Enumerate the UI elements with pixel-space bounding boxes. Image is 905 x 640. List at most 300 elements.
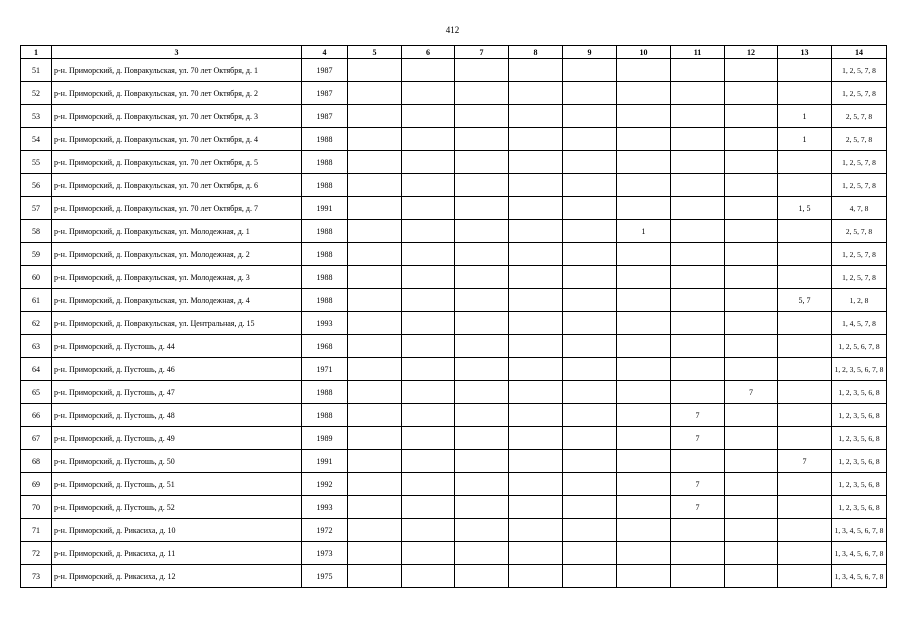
table-cell [617, 151, 671, 174]
table-cell [455, 542, 509, 565]
address-cell: р-н. Приморский, д. Рикасиха, д. 12 [52, 565, 302, 588]
table-cell [778, 565, 832, 588]
table-cell: 1987 [302, 82, 348, 105]
column-header: 5 [348, 46, 402, 59]
table-cell [725, 404, 778, 427]
table-cell [455, 427, 509, 450]
row-number-cell: 58 [21, 220, 52, 243]
table-row [21, 128, 887, 151]
table-cell [509, 519, 563, 542]
table-cell [778, 381, 832, 404]
address-cell: р-н. Приморский, д. Пустошь, д. 44 [52, 335, 302, 358]
row-number-cell: 63 [21, 335, 52, 358]
table-cell [402, 312, 455, 335]
table-cell [617, 450, 671, 473]
table-cell [455, 450, 509, 473]
table-cell [617, 565, 671, 588]
table-cell: 1988 [302, 128, 348, 151]
table-cell: 1, 2, 3, 5, 6, 8 [832, 450, 887, 473]
table-cell [671, 450, 725, 473]
table-cell [725, 266, 778, 289]
table-row [21, 496, 887, 519]
row-number-cell: 68 [21, 450, 52, 473]
table-cell [725, 59, 778, 82]
table-cell: 1988 [302, 266, 348, 289]
column-header: 1 [21, 46, 52, 59]
table-cell [348, 220, 402, 243]
address-cell: р-н. Приморский, д. Пустошь, д. 50 [52, 450, 302, 473]
table-cell [509, 59, 563, 82]
table-cell: 1988 [302, 289, 348, 312]
table-cell [348, 105, 402, 128]
table-cell [617, 473, 671, 496]
table-row [21, 542, 887, 565]
table-cell [617, 82, 671, 105]
table-cell [617, 542, 671, 565]
table-cell [617, 358, 671, 381]
table-cell [509, 266, 563, 289]
table-cell [455, 128, 509, 151]
table-cell [778, 266, 832, 289]
table-row [21, 358, 887, 381]
table-row [21, 289, 887, 312]
table-cell: 7 [671, 427, 725, 450]
table-cell [402, 82, 455, 105]
table-cell [725, 542, 778, 565]
table-cell [348, 381, 402, 404]
table-cell [455, 496, 509, 519]
table-cell: 1 [778, 128, 832, 151]
table-cell [563, 128, 617, 151]
column-header: 10 [617, 46, 671, 59]
table-cell [725, 289, 778, 312]
table-cell: 1, 2, 3, 5, 6, 8 [832, 496, 887, 519]
table-cell [509, 151, 563, 174]
table-cell [617, 59, 671, 82]
table-cell [455, 565, 509, 588]
table-cell: 1988 [302, 174, 348, 197]
table-cell [455, 335, 509, 358]
table-cell: 1975 [302, 565, 348, 588]
table-cell: 2, 5, 7, 8 [832, 220, 887, 243]
row-number-cell: 67 [21, 427, 52, 450]
table-cell: 1, 2, 5, 7, 8 [832, 174, 887, 197]
table-cell: 1, 2, 5, 7, 8 [832, 243, 887, 266]
table-cell [509, 358, 563, 381]
table-row [21, 59, 887, 82]
table-cell [348, 565, 402, 588]
row-number-cell: 60 [21, 266, 52, 289]
table-cell [348, 266, 402, 289]
table-cell [402, 427, 455, 450]
table-cell: 1968 [302, 335, 348, 358]
table-cell [563, 519, 617, 542]
table-cell [455, 289, 509, 312]
table-cell [509, 565, 563, 588]
table-row [21, 404, 887, 427]
table-cell [671, 519, 725, 542]
address-cell: р-н. Приморский, д. Повракульская, ул. 70 лет Октября, д. 1 [52, 59, 302, 82]
row-number-cell: 55 [21, 151, 52, 174]
table-cell [402, 266, 455, 289]
table-cell [402, 565, 455, 588]
table-cell [617, 105, 671, 128]
table-cell [402, 404, 455, 427]
table-cell: 1, 3, 4, 5, 6, 7, 8 [832, 565, 887, 588]
table-cell: 1, 3, 4, 5, 6, 7, 8 [832, 542, 887, 565]
table-cell [563, 404, 617, 427]
column-header: 7 [455, 46, 509, 59]
table-cell [509, 427, 563, 450]
table-cell [402, 128, 455, 151]
table-cell [455, 151, 509, 174]
table-cell [778, 496, 832, 519]
table-cell: 1, 2, 8 [832, 289, 887, 312]
table-cell [671, 243, 725, 266]
table-cell: 1972 [302, 519, 348, 542]
row-number-cell: 57 [21, 197, 52, 220]
table-cell: 5, 7 [778, 289, 832, 312]
row-number-cell: 54 [21, 128, 52, 151]
table-cell: 1971 [302, 358, 348, 381]
table-cell [671, 128, 725, 151]
table-cell: 2, 5, 7, 8 [832, 105, 887, 128]
table-cell: 1988 [302, 381, 348, 404]
table-cell [563, 565, 617, 588]
table-cell [402, 289, 455, 312]
table-cell [455, 266, 509, 289]
table-cell: 1, 2, 5, 7, 8 [832, 266, 887, 289]
table-cell: 1988 [302, 404, 348, 427]
table-cell: 1, 2, 3, 5, 6, 8 [832, 473, 887, 496]
table-cell [455, 243, 509, 266]
table-cell: 1, 2, 3, 5, 6, 8 [832, 381, 887, 404]
table-cell: 1 [778, 105, 832, 128]
table-cell: 1, 2, 3, 5, 6, 7, 8 [832, 358, 887, 381]
table-cell [725, 312, 778, 335]
table-cell [671, 312, 725, 335]
address-cell: р-н. Приморский, д. Повракульская, ул. Молодежная, д. 2 [52, 243, 302, 266]
table-cell [348, 335, 402, 358]
table-row [21, 335, 887, 358]
table-cell [402, 220, 455, 243]
table-cell [671, 197, 725, 220]
table-cell [778, 473, 832, 496]
table-cell [348, 59, 402, 82]
table-cell [725, 197, 778, 220]
row-number-cell: 72 [21, 542, 52, 565]
table-cell [563, 450, 617, 473]
column-header: 6 [402, 46, 455, 59]
table-cell [455, 473, 509, 496]
address-cell: р-н. Приморский, д. Пустошь, д. 48 [52, 404, 302, 427]
table-cell [563, 381, 617, 404]
row-number-cell: 66 [21, 404, 52, 427]
table-row [21, 427, 887, 450]
table-cell [725, 128, 778, 151]
table-cell [348, 519, 402, 542]
row-number-cell: 71 [21, 519, 52, 542]
page-number: 412 [445, 25, 460, 35]
table-cell [671, 335, 725, 358]
row-number-cell: 69 [21, 473, 52, 496]
table-cell [348, 197, 402, 220]
table-cell [348, 450, 402, 473]
table-cell [778, 82, 832, 105]
table-cell [509, 289, 563, 312]
table-cell [725, 519, 778, 542]
document-table [20, 45, 887, 588]
address-cell: р-н. Приморский, д. Повракульская, ул. Центральная, д. 15 [52, 312, 302, 335]
address-cell: р-н. Приморский, д. Рикасиха, д. 11 [52, 542, 302, 565]
table-row [21, 197, 887, 220]
table-cell [563, 151, 617, 174]
table-cell: 1991 [302, 197, 348, 220]
table-cell: 1, 4, 5, 7, 8 [832, 312, 887, 335]
table-cell [402, 335, 455, 358]
table-row [21, 450, 887, 473]
row-number-cell: 65 [21, 381, 52, 404]
address-cell: р-н. Приморский, д. Повракульская, ул. Молодежная, д. 1 [52, 220, 302, 243]
table-cell: 1, 2, 5, 7, 8 [832, 59, 887, 82]
table-cell: 1, 2, 3, 5, 6, 8 [832, 404, 887, 427]
table-cell [725, 473, 778, 496]
table-cell [563, 473, 617, 496]
table-cell [725, 450, 778, 473]
table-cell: 1993 [302, 496, 348, 519]
table-cell [617, 197, 671, 220]
table-cell [778, 174, 832, 197]
table-cell [563, 197, 617, 220]
table-cell [402, 197, 455, 220]
table-cell [455, 519, 509, 542]
column-header: 11 [671, 46, 725, 59]
table-cell [563, 358, 617, 381]
table-cell [725, 427, 778, 450]
table-cell [778, 220, 832, 243]
table-cell [348, 542, 402, 565]
table-cell [509, 473, 563, 496]
table-cell [348, 358, 402, 381]
table-cell [563, 266, 617, 289]
row-number-cell: 52 [21, 82, 52, 105]
table-cell [671, 105, 725, 128]
table-cell [671, 289, 725, 312]
column-header: 3 [52, 46, 302, 59]
table-cell [563, 335, 617, 358]
table-cell: 7 [725, 381, 778, 404]
table-cell [778, 335, 832, 358]
table-cell [671, 82, 725, 105]
table-cell: 1, 2, 5, 7, 8 [832, 151, 887, 174]
table-cell [563, 427, 617, 450]
column-header: 9 [563, 46, 617, 59]
table-cell [563, 243, 617, 266]
table-cell: 1, 2, 5, 6, 7, 8 [832, 335, 887, 358]
table-cell: 1, 3, 4, 5, 6, 7, 8 [832, 519, 887, 542]
table-cell [617, 381, 671, 404]
table-cell [563, 59, 617, 82]
table-cell [563, 220, 617, 243]
table-cell [402, 496, 455, 519]
table-cell [509, 220, 563, 243]
table-cell [402, 358, 455, 381]
table-cell [563, 312, 617, 335]
column-header: 8 [509, 46, 563, 59]
table-cell [617, 128, 671, 151]
table-cell [402, 151, 455, 174]
table-cell [509, 312, 563, 335]
table-cell [725, 220, 778, 243]
address-cell: р-н. Приморский, д. Пустошь, д. 46 [52, 358, 302, 381]
column-header: 4 [302, 46, 348, 59]
table-cell [402, 542, 455, 565]
table-row [21, 473, 887, 496]
table-cell: 1 [617, 220, 671, 243]
table-cell: 1991 [302, 450, 348, 473]
table-cell [509, 542, 563, 565]
address-cell: р-н. Приморский, д. Повракульская, ул. 70 лет Октября, д. 2 [52, 82, 302, 105]
table-cell: 1987 [302, 105, 348, 128]
row-number-cell: 64 [21, 358, 52, 381]
column-header: 14 [832, 46, 887, 59]
table-cell [348, 496, 402, 519]
table-cell [348, 312, 402, 335]
table-cell [509, 381, 563, 404]
table-body [21, 59, 887, 588]
address-cell: р-н. Приморский, д. Повракульская, ул. 70 лет Октября, д. 6 [52, 174, 302, 197]
table-cell [402, 519, 455, 542]
table-cell [725, 243, 778, 266]
address-cell: р-н. Приморский, д. Повракульская, ул. Молодежная, д. 3 [52, 266, 302, 289]
address-cell: р-н. Приморский, д. Повракульская, ул. 70 лет Октября, д. 4 [52, 128, 302, 151]
table-cell [725, 565, 778, 588]
table-cell [348, 289, 402, 312]
table-cell [617, 289, 671, 312]
row-number-cell: 56 [21, 174, 52, 197]
table-cell [402, 243, 455, 266]
table-cell [617, 519, 671, 542]
table-cell [778, 358, 832, 381]
table-cell [617, 174, 671, 197]
address-cell: р-н. Приморский, д. Повракульская, ул. Молодежная, д. 4 [52, 289, 302, 312]
table-cell [563, 174, 617, 197]
table-cell [671, 542, 725, 565]
address-cell: р-н. Приморский, д. Пустошь, д. 51 [52, 473, 302, 496]
table-row [21, 519, 887, 542]
table-cell: 1, 5 [778, 197, 832, 220]
row-number-cell: 51 [21, 59, 52, 82]
address-cell: р-н. Приморский, д. Рикасиха, д. 10 [52, 519, 302, 542]
table-cell [563, 289, 617, 312]
table-row [21, 565, 887, 588]
table-cell: 1993 [302, 312, 348, 335]
address-cell: р-н. Приморский, д. Повракульская, ул. 70 лет Октября, д. 5 [52, 151, 302, 174]
table-row [21, 82, 887, 105]
table-cell [348, 128, 402, 151]
table-cell [509, 404, 563, 427]
table-cell [402, 174, 455, 197]
table-cell [725, 358, 778, 381]
address-cell: р-н. Приморский, д. Пустошь, д. 52 [52, 496, 302, 519]
table-cell [348, 427, 402, 450]
table-cell [402, 105, 455, 128]
table-cell [778, 59, 832, 82]
table-cell [671, 174, 725, 197]
row-number-cell: 70 [21, 496, 52, 519]
table-cell [725, 174, 778, 197]
header-row [21, 46, 887, 59]
table-cell [509, 128, 563, 151]
table-cell: 7 [671, 404, 725, 427]
table-cell [671, 151, 725, 174]
table-cell [348, 82, 402, 105]
table-row [21, 174, 887, 197]
table-cell [778, 312, 832, 335]
table-cell: 4, 7, 8 [832, 197, 887, 220]
table-cell: 2, 5, 7, 8 [832, 128, 887, 151]
table-cell [348, 473, 402, 496]
table-cell [348, 151, 402, 174]
table-cell [778, 243, 832, 266]
table-cell [617, 404, 671, 427]
table-row [21, 243, 887, 266]
table-cell [617, 496, 671, 519]
table-row [21, 312, 887, 335]
table-cell [778, 542, 832, 565]
address-cell: р-н. Приморский, д. Повракульская, ул. 70 лет Октября, д. 3 [52, 105, 302, 128]
table-cell: 7 [778, 450, 832, 473]
table-row [21, 381, 887, 404]
table-row [21, 266, 887, 289]
table-cell [509, 243, 563, 266]
table-cell [509, 105, 563, 128]
table-cell [509, 197, 563, 220]
table-cell [725, 335, 778, 358]
table-cell: 1988 [302, 151, 348, 174]
table-cell [509, 496, 563, 519]
table-cell: 1987 [302, 59, 348, 82]
table-cell [671, 565, 725, 588]
table-cell [348, 174, 402, 197]
table-cell: 7 [671, 496, 725, 519]
table-cell: 1973 [302, 542, 348, 565]
table-cell [455, 220, 509, 243]
row-number-cell: 53 [21, 105, 52, 128]
table-cell [617, 335, 671, 358]
table-cell [563, 496, 617, 519]
table-cell [671, 59, 725, 82]
table-cell [725, 82, 778, 105]
table-cell [725, 151, 778, 174]
row-number-cell: 59 [21, 243, 52, 266]
table-cell: 1, 2, 5, 7, 8 [832, 82, 887, 105]
table-cell: 1, 2, 3, 5, 6, 8 [832, 427, 887, 450]
table-cell [778, 427, 832, 450]
table-cell [455, 381, 509, 404]
row-number-cell: 73 [21, 565, 52, 588]
table-cell [671, 381, 725, 404]
table-cell [671, 266, 725, 289]
table-cell [455, 197, 509, 220]
table-cell [725, 105, 778, 128]
table-cell [563, 82, 617, 105]
table-cell [455, 59, 509, 82]
table-cell [617, 243, 671, 266]
row-number-cell: 62 [21, 312, 52, 335]
table-row [21, 220, 887, 243]
table-cell [563, 105, 617, 128]
